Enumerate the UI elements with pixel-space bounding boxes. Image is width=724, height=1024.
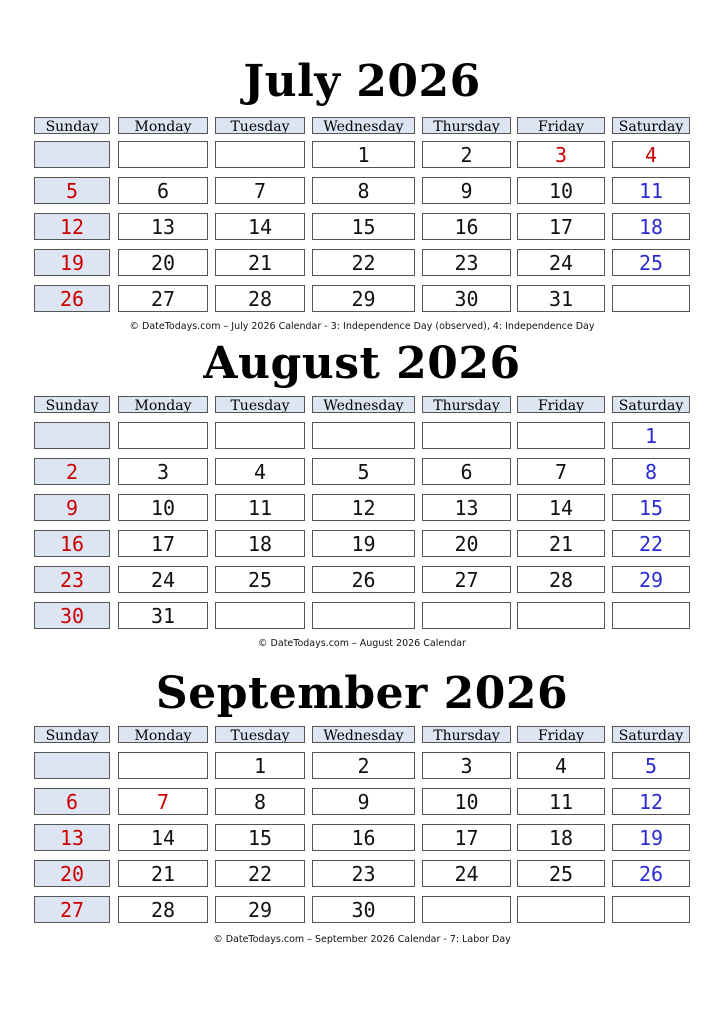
day-cell: 26 bbox=[612, 860, 690, 887]
day-cell: 17 bbox=[118, 530, 208, 557]
weekday-header-tuesday: Tuesday bbox=[215, 726, 305, 743]
day-cell: 11 bbox=[517, 788, 605, 815]
empty-day-cell bbox=[422, 602, 511, 629]
day-cell: 5 bbox=[34, 177, 110, 204]
day-cell: 3 bbox=[517, 141, 605, 168]
weekday-header-wednesday: Wednesday bbox=[312, 396, 415, 413]
day-cell: 20 bbox=[422, 530, 511, 557]
day-cell: 19 bbox=[34, 249, 110, 276]
empty-day-cell bbox=[118, 422, 208, 449]
day-cell: 18 bbox=[612, 213, 690, 240]
weekday-header-thursday: Thursday bbox=[422, 396, 511, 413]
weekday-header-tuesday: Tuesday bbox=[215, 396, 305, 413]
day-cell: 30 bbox=[422, 285, 511, 312]
weekday-header-thursday: Thursday bbox=[422, 726, 511, 743]
day-cell: 2 bbox=[34, 458, 110, 485]
empty-day-cell bbox=[34, 141, 110, 168]
weekday-header-sunday: Sunday bbox=[34, 396, 110, 413]
day-cell: 10 bbox=[517, 177, 605, 204]
month-title: August 2026 bbox=[203, 338, 521, 389]
weekday-header-monday: Monday bbox=[118, 396, 208, 413]
day-cell: 7 bbox=[215, 177, 305, 204]
day-cell: 18 bbox=[517, 824, 605, 851]
empty-day-cell bbox=[517, 896, 605, 923]
day-cell: 27 bbox=[118, 285, 208, 312]
day-cell: 15 bbox=[215, 824, 305, 851]
weekday-header-saturday: Saturday bbox=[612, 726, 690, 743]
empty-day-cell bbox=[612, 285, 690, 312]
day-cell: 6 bbox=[118, 177, 208, 204]
weekday-header-monday: Monday bbox=[118, 117, 208, 134]
weekday-header-thursday: Thursday bbox=[422, 117, 511, 134]
day-cell: 20 bbox=[34, 860, 110, 887]
day-cell: 24 bbox=[118, 566, 208, 593]
day-cell: 10 bbox=[118, 494, 208, 521]
empty-day-cell bbox=[34, 752, 110, 779]
day-cell: 31 bbox=[118, 602, 208, 629]
day-cell: 4 bbox=[215, 458, 305, 485]
day-cell: 1 bbox=[312, 141, 415, 168]
empty-day-cell bbox=[118, 752, 208, 779]
day-cell: 14 bbox=[215, 213, 305, 240]
weekday-header-friday: Friday bbox=[517, 726, 605, 743]
empty-day-cell bbox=[118, 141, 208, 168]
weekday-header-tuesday: Tuesday bbox=[215, 117, 305, 134]
day-cell: 26 bbox=[34, 285, 110, 312]
day-cell: 18 bbox=[215, 530, 305, 557]
day-cell: 13 bbox=[118, 213, 208, 240]
weekday-header-saturday: Saturday bbox=[612, 396, 690, 413]
day-cell: 5 bbox=[312, 458, 415, 485]
day-cell: 9 bbox=[312, 788, 415, 815]
day-cell: 24 bbox=[517, 249, 605, 276]
day-cell: 28 bbox=[215, 285, 305, 312]
day-cell: 16 bbox=[312, 824, 415, 851]
day-cell: 9 bbox=[422, 177, 511, 204]
day-cell: 1 bbox=[215, 752, 305, 779]
weekday-header-friday: Friday bbox=[517, 396, 605, 413]
month-title: July 2026 bbox=[243, 56, 481, 107]
day-cell: 8 bbox=[612, 458, 690, 485]
day-cell: 2 bbox=[312, 752, 415, 779]
day-cell: 21 bbox=[517, 530, 605, 557]
day-cell: 10 bbox=[422, 788, 511, 815]
day-cell: 13 bbox=[422, 494, 511, 521]
weekday-header-sunday: Sunday bbox=[34, 726, 110, 743]
day-cell: 5 bbox=[612, 752, 690, 779]
day-cell: 3 bbox=[422, 752, 511, 779]
empty-day-cell bbox=[612, 602, 690, 629]
day-cell: 11 bbox=[215, 494, 305, 521]
day-cell: 29 bbox=[312, 285, 415, 312]
day-cell: 29 bbox=[612, 566, 690, 593]
empty-day-cell bbox=[422, 422, 511, 449]
day-cell: 8 bbox=[312, 177, 415, 204]
day-cell: 15 bbox=[612, 494, 690, 521]
day-cell: 21 bbox=[118, 860, 208, 887]
day-cell: 17 bbox=[517, 213, 605, 240]
empty-day-cell bbox=[215, 602, 305, 629]
day-cell: 23 bbox=[422, 249, 511, 276]
empty-day-cell bbox=[422, 896, 511, 923]
weekday-header-wednesday: Wednesday bbox=[312, 117, 415, 134]
day-cell: 14 bbox=[517, 494, 605, 521]
empty-day-cell bbox=[312, 422, 415, 449]
empty-day-cell bbox=[517, 422, 605, 449]
day-cell: 4 bbox=[612, 141, 690, 168]
weekday-header-sunday: Sunday bbox=[34, 117, 110, 134]
month-title: September 2026 bbox=[155, 668, 569, 719]
day-cell: 24 bbox=[422, 860, 511, 887]
day-cell: 29 bbox=[215, 896, 305, 923]
day-cell: 9 bbox=[34, 494, 110, 521]
day-cell: 12 bbox=[34, 213, 110, 240]
day-cell: 25 bbox=[517, 860, 605, 887]
day-cell: 16 bbox=[34, 530, 110, 557]
day-cell: 12 bbox=[612, 788, 690, 815]
day-cell: 22 bbox=[312, 249, 415, 276]
empty-day-cell bbox=[312, 602, 415, 629]
day-cell: 30 bbox=[312, 896, 415, 923]
day-cell: 27 bbox=[422, 566, 511, 593]
day-cell: 6 bbox=[34, 788, 110, 815]
weekday-header-friday: Friday bbox=[517, 117, 605, 134]
day-cell: 4 bbox=[517, 752, 605, 779]
day-cell: 23 bbox=[34, 566, 110, 593]
weekday-header-wednesday: Wednesday bbox=[312, 726, 415, 743]
day-cell: 17 bbox=[422, 824, 511, 851]
day-cell: 8 bbox=[215, 788, 305, 815]
day-cell: 19 bbox=[612, 824, 690, 851]
day-cell: 25 bbox=[612, 249, 690, 276]
day-cell: 19 bbox=[312, 530, 415, 557]
day-cell: 7 bbox=[118, 788, 208, 815]
day-cell: 12 bbox=[312, 494, 415, 521]
day-cell: 14 bbox=[118, 824, 208, 851]
day-cell: 3 bbox=[118, 458, 208, 485]
calendar-footnote: © DateTodays.com – September 2026 Calendar - 7: Labor Day bbox=[213, 934, 511, 945]
day-cell: 23 bbox=[312, 860, 415, 887]
day-cell: 15 bbox=[312, 213, 415, 240]
empty-day-cell bbox=[34, 422, 110, 449]
weekday-header-monday: Monday bbox=[118, 726, 208, 743]
calendar-footnote: © DateTodays.com – August 2026 Calendar bbox=[258, 638, 466, 649]
empty-day-cell bbox=[215, 141, 305, 168]
day-cell: 31 bbox=[517, 285, 605, 312]
day-cell: 28 bbox=[118, 896, 208, 923]
empty-day-cell bbox=[215, 422, 305, 449]
day-cell: 25 bbox=[215, 566, 305, 593]
day-cell: 28 bbox=[517, 566, 605, 593]
day-cell: 21 bbox=[215, 249, 305, 276]
day-cell: 27 bbox=[34, 896, 110, 923]
day-cell: 11 bbox=[612, 177, 690, 204]
calendar-footnote: © DateTodays.com – July 2026 Calendar - 3: Independence Day (observed), 4: Independence Day bbox=[129, 321, 595, 332]
empty-day-cell bbox=[517, 602, 605, 629]
empty-day-cell bbox=[612, 896, 690, 923]
day-cell: 1 bbox=[612, 422, 690, 449]
weekday-header-saturday: Saturday bbox=[612, 117, 690, 134]
day-cell: 20 bbox=[118, 249, 208, 276]
day-cell: 30 bbox=[34, 602, 110, 629]
day-cell: 22 bbox=[612, 530, 690, 557]
day-cell: 7 bbox=[517, 458, 605, 485]
day-cell: 22 bbox=[215, 860, 305, 887]
day-cell: 2 bbox=[422, 141, 511, 168]
day-cell: 26 bbox=[312, 566, 415, 593]
day-cell: 6 bbox=[422, 458, 511, 485]
day-cell: 16 bbox=[422, 213, 511, 240]
day-cell: 13 bbox=[34, 824, 110, 851]
